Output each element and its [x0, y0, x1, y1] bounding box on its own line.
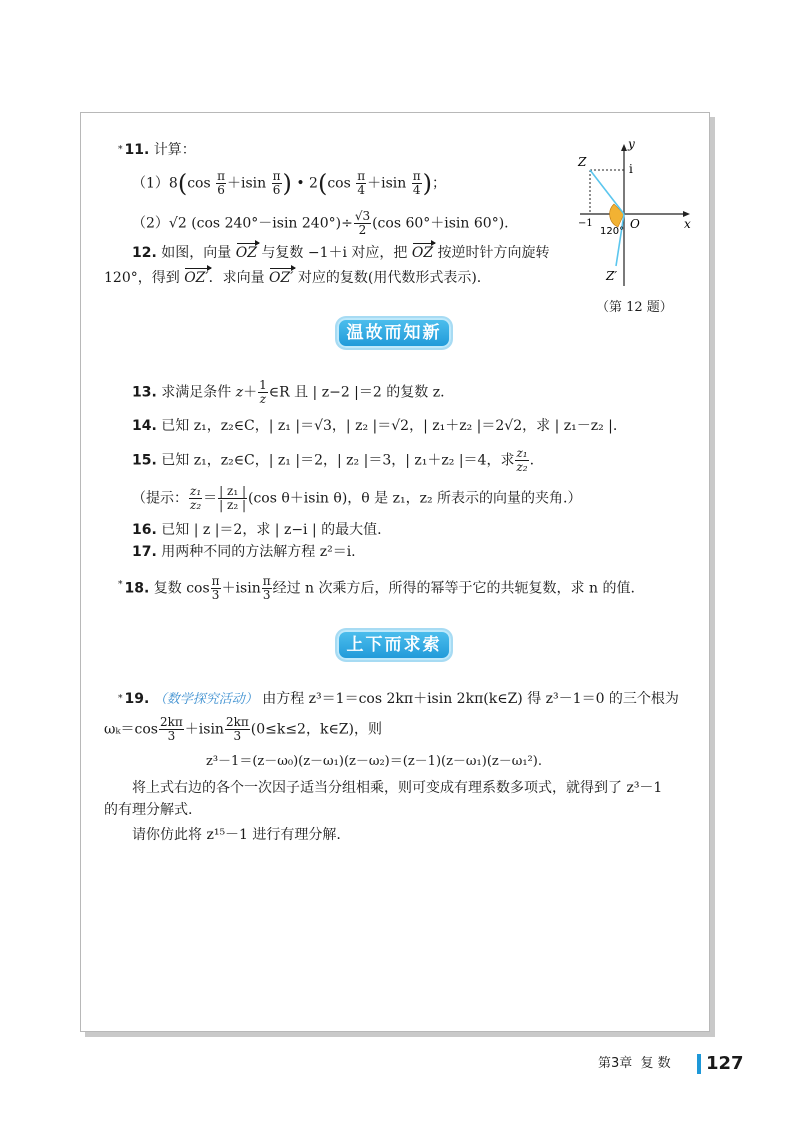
question-14: 14. 已知 z₁，z₂∈C，| z₁ |＝√3，| z₂ |＝√2，| z₁＋z₂ |＝2√2，求 | z₁－z₂ |. — [132, 418, 618, 434]
question-15-hint: （提示： $\frac{\text{z₁}}{\text{z₂}}$ ＝ $\frac{\text{| z₁ |}}{\text{| z₂ |}}$ (cos θ＋isin θ)，θ 是 z₁，z₂ 所表示的向量的夹角.） — [132, 484, 582, 512]
question-15: 15. 已知 z₁，z₂∈C，| z₁ |＝2，| z₂ |＝3，| z₁＋z₂ |＝4，求 $\frac{\text{z₁}}{\text{z₂}}$ . — [132, 446, 535, 474]
section-banner-explore: 上下而求索 — [337, 630, 451, 660]
origin-label: O — [630, 217, 640, 231]
question-19-line-6: 请你仿此将 z¹⁵－1 进行有理分解. — [132, 827, 341, 843]
question-16: 16. 已知 | z |＝2，求 | z−i | 的最大值. — [132, 522, 382, 538]
footer-bar — [697, 1054, 701, 1074]
question-19-line-5: 的有理分解式. — [104, 802, 193, 818]
question-11-heading: * 11. 计算： — [118, 142, 196, 158]
question-19-line-2: ωₖ＝cos $\frac{2k\pi}{3}$ ＋isin $\frac{2k\pi}{3}$ (0≤k≤2，k∈Z)，则 — [104, 715, 382, 743]
question-11-part-1: （1）8(cos $\frac{\pi}{6}$ ＋isin $\frac{\pi}{6}$ ) • 2(cos $\frac{\pi}{4}$ ＋isin $\frac{\pi}{4}$ )； — [132, 169, 447, 198]
angle-label: 120° — [600, 226, 625, 237]
question-17: 17. 用两种不同的方法解方程 z²＝i. — [132, 544, 356, 560]
question-11-part-2: （2）√2 (cos 240°－isin 240°)÷ $\frac{√3}{2}$ (cos 60°＋isin 60°). — [132, 209, 509, 237]
question-19-line-1: * 19. （数学探究活动） 由方程 z³＝1＝cos 2kπ＋isin 2kπ(k∈Z) 得 z³－1＝0 的三个根为 — [118, 691, 679, 707]
page-number: 127 — [706, 1053, 744, 1074]
axis-x-label: x — [684, 217, 691, 231]
neg-one-label: −1 — [578, 218, 593, 229]
question-12-line-1: 12. 如图，向量 OZ 与复数 −1＋i 对应，把 OZ 按逆时针方向旋转 — [132, 245, 550, 261]
complex-plane-figure — [572, 138, 702, 288]
point-z-label: Z — [578, 155, 587, 169]
figure-caption: （第 12 题） — [596, 300, 673, 315]
section-banner-review: 温故而知新 — [337, 318, 451, 348]
axis-y-label: y — [628, 138, 635, 151]
question-19-line-4: 将上式右边的各个一次因子适当分组相乘，则可变成有理系数多项式，就得到了 z³－1 — [132, 780, 663, 796]
footer-chapter: 第3章 复 数 — [598, 1056, 671, 1071]
question-18: * 18. 复数 cos $\frac{\pi}{3}$ ＋isin $\frac{\pi}{3}$ 经过 n 次乘方后，所得的幂等于它的共轭复数，求 n 的值. — [118, 574, 635, 602]
question-19-line-3: z³－1＝(z－ω₀)(z－ω₁)(z－ω₂)＝(z－1)(z－ω₁)(z－ω₁²). — [206, 754, 542, 769]
point-z-prime-label: Z′ — [606, 269, 618, 283]
question-13: 13. 求满足条件 z＋ $\frac{1}{z}$ ∈R 且 | z−2 |＝2 的复数 z. — [132, 378, 445, 406]
question-12-line-2: 120°，得到 OZ′．求向量 OZ′ 对应的复数(用代数形式表示). — [104, 270, 482, 286]
imag-unit-label: i — [629, 162, 633, 176]
